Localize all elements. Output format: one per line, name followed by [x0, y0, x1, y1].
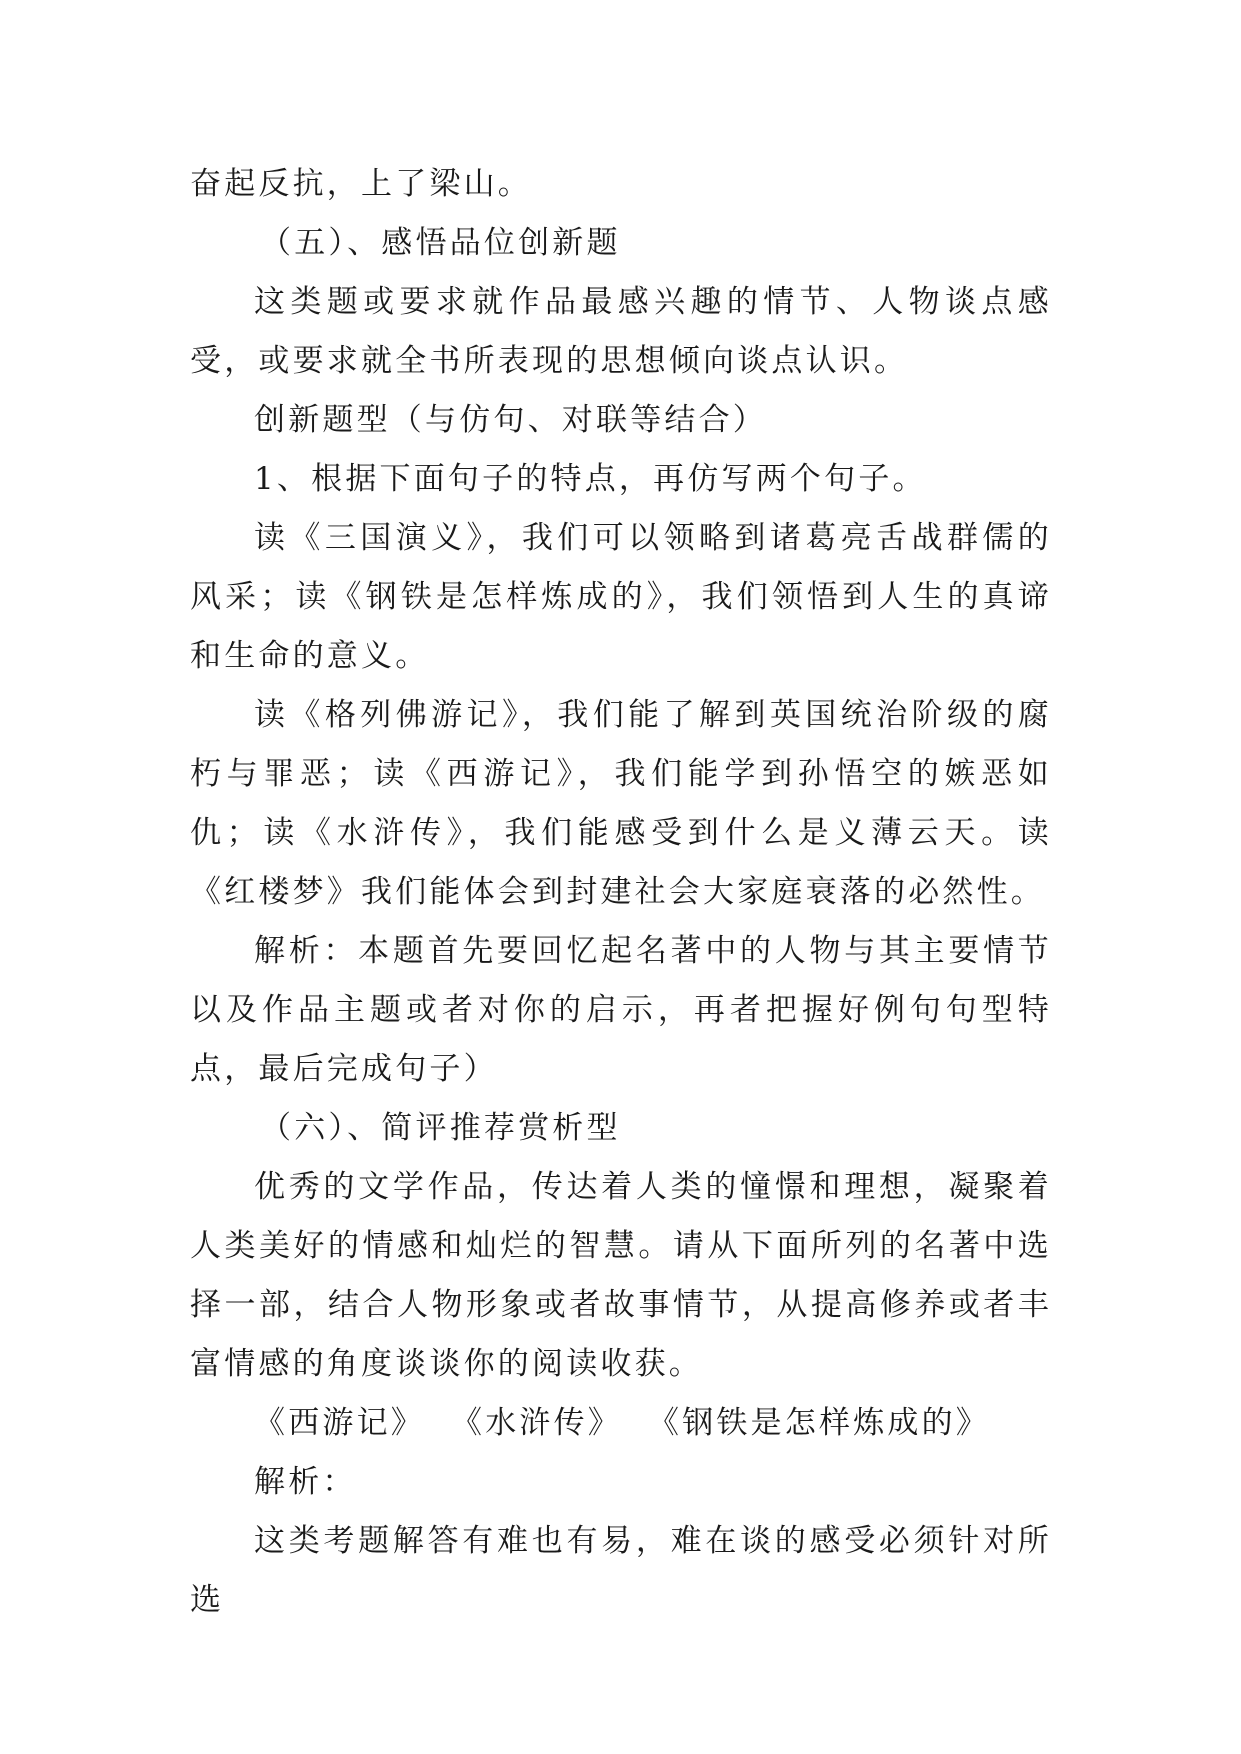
book-list	[190, 1394, 1052, 1453]
paragraph-continuation: 奋起反抗，上了梁山。	[190, 166, 532, 202]
paragraph-answer-sentence: 读《格列佛游记》，我们能了解到英国统治阶级的腐朽与罪恶；读《西游记》，我们能学到孙悟空的嫉恶如仇；读《水浒传》，我们能感受到什么是义薄云天。读《红楼梦》我们能体会到封建社会大家庭衰落的必然性。	[190, 697, 1052, 910]
section-heading-5: （五）、感悟品位创新题	[260, 225, 621, 261]
paragraph-innovation-type: 创新题型（与仿句、对联等结合）	[254, 402, 767, 438]
paragraph-question-type: 这类题或要求就作品最感兴趣的情节、人物谈点感受，或要求就全书所表现的思想倾向谈点认识。	[190, 284, 1052, 379]
paragraph-analysis-label: 解析：	[254, 1464, 357, 1500]
book-title: 《西游记》	[254, 1405, 425, 1441]
paragraph-example-sentence: 读《三国演义》，我们可以领略到诸葛亮舌战群儒的风采；读《钢铁是怎样炼成的》，我们领悟到人生的真谛和生命的意义。	[190, 520, 1052, 674]
paragraph-exercise-1: 1、根据下面句子的特点，再仿写两个句子。	[254, 461, 927, 497]
paragraph-recommendation-prompt: 优秀的文学作品，传达着人类的憧憬和理想，凝聚着人类美好的情感和灿烂的智慧。请从下面所列的名著中选择一部，结合人物形象或者故事情节，从提高修养或者丰富情感的角度谈谈你的阅读收获。	[190, 1169, 1052, 1382]
book-title: 《水浒传》	[451, 1405, 622, 1441]
paragraph-analysis-2: 这类考题解答有难也有易，难在谈的感受必须针对所选	[190, 1523, 1052, 1618]
document-body	[190, 155, 1052, 1630]
section-heading-6: （六）、简评推荐赏析型	[260, 1110, 621, 1146]
paragraph-analysis-1: 解析：本题首先要回忆起名著中的人物与其主要情节以及作品主题或者对你的启示，再者把握好例句句型特点，最后完成句子）	[190, 933, 1052, 1087]
book-title: 《钢铁是怎样炼成的》	[648, 1405, 990, 1441]
